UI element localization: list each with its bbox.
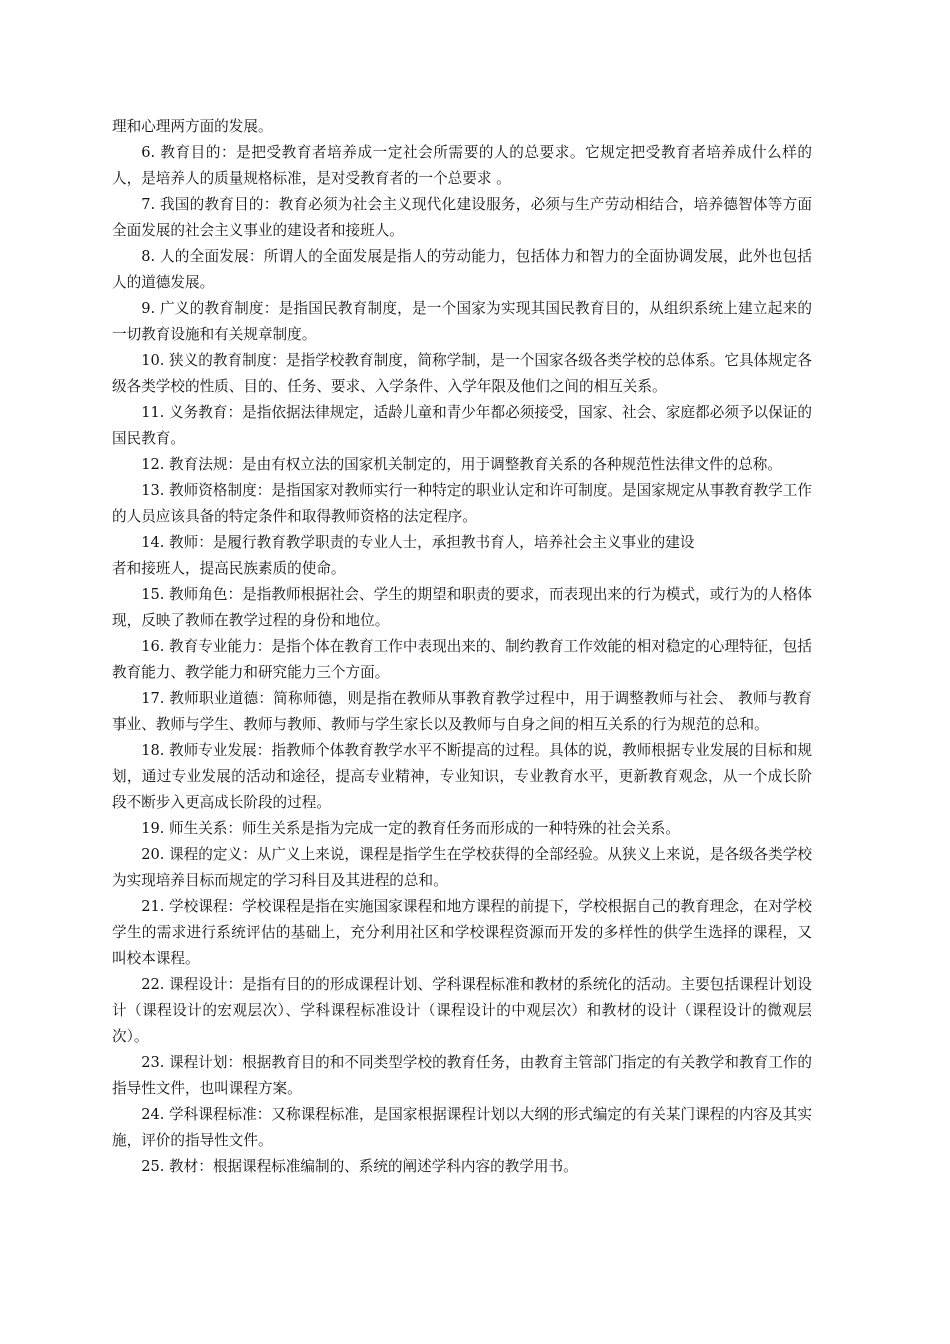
definition-6: 6. 教育目的：是把受教育者培养成一定社会所需要的人的总要求。它规定把受教育者培养成什么样的人，是培养人的质量规格标准，是对受教育者的一个总要求 。 xyxy=(112,144,812,187)
definition-15: 15. 教师角色：是指教师根据社会、学生的期望和职责的要求，而表现出来的行为模式，或行为的人格体现，反映了教师在教学过程的身份和地位。 xyxy=(112,586,812,629)
definition-10: 10. 狭义的教育制度：是指学校教育制度，简称学制，是一个国家各级各类学校的总体系。它具体规定各级各类学校的性质、目的、任务、要求、入学条件、入学年限及他们之间的相互关系。 xyxy=(112,352,812,395)
definition-24: 24. 学科课程标准：又称课程标准，是国家根据课程计划以大纲的形式编定的有关某门课程的内容及其实施，评价的指导性文件。 xyxy=(112,1106,812,1149)
definition-22: 22. 课程设计：是指有目的的形成课程计划、学科课程标准和教材的系统化的活动。主要包括课程计划设计（课程设计的宏观层次）、学科课程标准设计（课程设计的中观层次）和教材的设计（课程设计的微观层次）。 xyxy=(112,976,812,1045)
paragraph-continuation: 理和心理两方面的发展。 xyxy=(112,118,273,135)
definition-23: 23. 课程计划：根据教育目的和不同类型学校的教育任务，由教育主管部门指定的有关教学和教育工作的指导性文件，也叫课程方案。 xyxy=(112,1054,812,1097)
document-body xyxy=(112,114,812,1180)
definition-17: 17. 教师职业道德：简称师德，则是指在教师从事教育教学过程中，用于调整教师与社会、 教师与教育事业、教师与学生、教师与教师、教师与学生家长以及教师与自身之间的相互关系的行为规范的总和。 xyxy=(112,690,812,733)
definition-7: 7. 我国的教育目的：教育必须为社会主义现代化建设服务，必须与生产劳动相结合，培养德智体等方面全面发展的社会主义事业的建设者和接班人。 xyxy=(112,196,812,239)
definition-14-continuation: 者和接班人，提高民族素质的使命。 xyxy=(112,560,346,577)
definition-16: 16. 教育专业能力：是指个体在教育工作中表现出来的、制约教育工作效能的相对稳定的心理特征，包括教育能力、教学能力和研究能力三个方面。 xyxy=(112,638,812,681)
definition-9: 9. 广义的教育制度：是指国民教育制度，是一个国家为实现其国民教育目的，从组织系统上建立起来的一切教育设施和有关规章制度。 xyxy=(112,300,812,343)
definition-19: 19. 师生关系：师生关系是指为完成一定的教育任务而形成的一种特殊的社会关系。 xyxy=(141,820,680,837)
definition-8: 8. 人的全面发展：所谓人的全面发展是指人的劳动能力，包括体力和智力的全面协调发展，此外也包括人的道德发展。 xyxy=(112,248,812,291)
definition-13: 13. 教师资格制度：是指国家对教师实行一种特定的职业认定和许可制度。是国家规定从事教育教学工作的人员应该具备的特定条件和取得教师资格的法定程序。 xyxy=(112,482,812,525)
definition-11: 11. 义务教育：是指依据法律规定，适龄儿童和青少年都必须接受，国家、社会、家庭都必须予以保证的国民教育。 xyxy=(112,404,812,447)
definition-18: 18. 教师专业发展：指教师个体教育教学水平不断提高的过程。具体的说，教师根据专业发展的目标和规划，通过专业发展的活动和途径，提高专业精神，专业知识，专业教育水平，更新教育观念，从一个成长阶段不断步入更高成长阶段的过程。 xyxy=(112,742,812,811)
definition-14: 14. 教师：是履行教育教学职责的专业人士，承担教书育人，培养社会主义事业的建设 xyxy=(141,534,695,551)
definition-21: 21. 学校课程：学校课程是指在实施国家课程和地方课程的前提下，学校根据自己的教育理念，在对学校学生的需求进行系统评估的基础上，充分利用社区和学校课程资源而开发的多样性的供学生选择的课程，又叫校本课程。 xyxy=(112,898,812,967)
definition-20: 20. 课程的定义：从广义上来说，课程是指学生在学校获得的全部经验。从狭义上来说，是各级各类学校为实现培养目标而规定的学习科目及其进程的总和。 xyxy=(112,846,812,889)
definition-12: 12. 教育法规：是由有权立法的国家机关制定的，用于调整教育关系的各种规范性法律文件的总称。 xyxy=(141,456,782,473)
definition-25: 25. 教材：根据课程标准编制的、系统的阐述学科内容的教学用书。 xyxy=(141,1158,578,1175)
